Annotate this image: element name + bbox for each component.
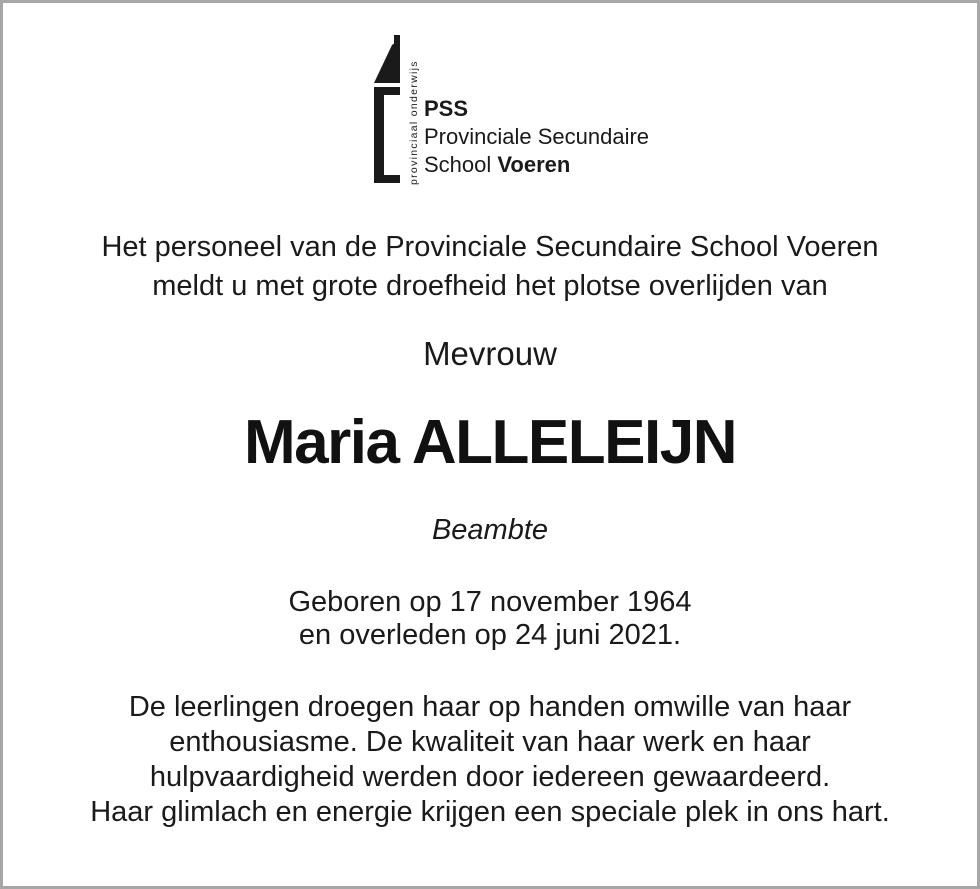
birth-date-line: Geboren op 17 november 1964 [288,586,692,618]
dates-paragraph [0,586,980,652]
logo-wordmark [424,95,649,179]
logo-line-school-regular: School [424,152,498,177]
tribute-line: hulpvaardigheid werden door iedereen gewaardeerd. [149,761,831,793]
logo-line-pss: PSS [424,96,469,121]
logo-line-school [424,151,649,179]
logo-line-name: Provinciale Secundaire [424,124,650,149]
tribute-line: Haar glimlach en energie krijgen een speciale plek in ons hart. [90,796,890,828]
tribute-line: enthousiasme. De kwaliteit van haar werk en haar [169,726,811,758]
intro-line: Het personeel van de Provinciale Secundaire School Voeren [101,231,879,263]
role: Beambte [431,514,549,546]
honorific: Mevrouw [423,335,557,372]
logo-vertical-text: provinciaal onderwijs [408,60,420,185]
logo-tower-icon [372,35,408,187]
tribute-line: De leerlingen droegen haar op handen omwille van haar [128,691,852,723]
logo-line-school-bold: Voeren [497,152,571,177]
school-logo [372,35,672,187]
deceased-name: Maria ALLELEIJN [244,408,736,477]
tribute-paragraph [0,690,980,830]
death-date-line: en overleden op 24 juni 2021. [298,619,682,651]
intro-line: meldt u met grote droefheid het plotse overlijden van [152,270,828,302]
intro-paragraph [0,228,980,306]
